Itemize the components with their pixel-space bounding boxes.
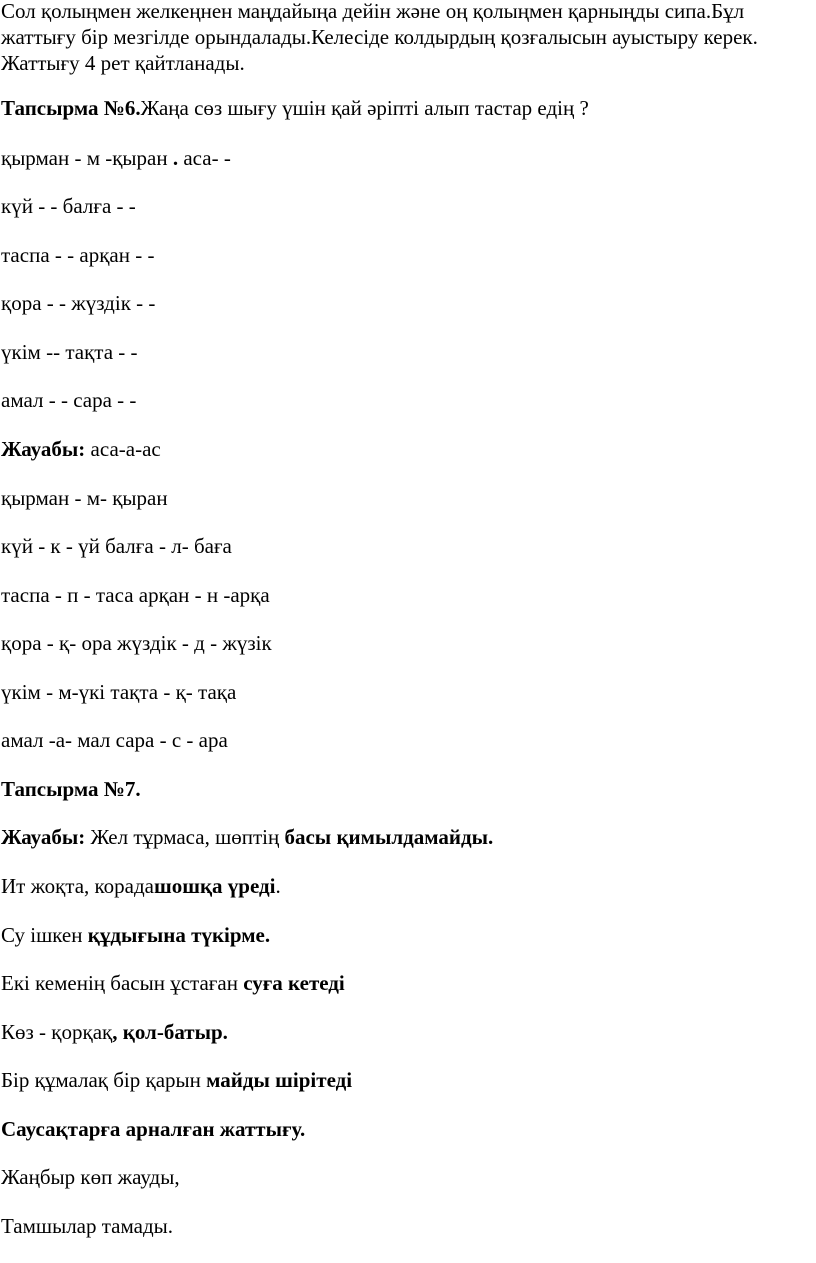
answer-line: таспа - п - таса арқан - н -арқа	[1, 583, 270, 607]
proverb-plain: Ит жоқта, корада	[1, 874, 154, 898]
proverb-line	[1, 1019, 228, 1045]
proverb-tail: .	[275, 874, 281, 898]
proverb-line	[1, 922, 270, 948]
finger-exercise-line: Тамшылар тамады.	[1, 1214, 174, 1238]
answer-line: үкім - м-үкі тақта - қ- тақа	[1, 680, 237, 704]
answer7-label: Жауабы:	[1, 825, 86, 849]
answer-line: амал -а- мал сара - с - ара	[1, 728, 228, 752]
finger-exercise-title	[1, 1116, 305, 1142]
exercise-line	[1, 145, 231, 171]
proverb-bold: құдығына түкірме.	[87, 923, 271, 947]
proverb-line	[1, 970, 345, 996]
proverb-plain: Су ішкен	[1, 923, 88, 947]
exercise-line: амал - - сара - -	[1, 388, 137, 412]
proverb-bold: , қол-батыр.	[112, 1020, 228, 1044]
exercise-line: таспа - - арқан - -	[1, 243, 155, 267]
exercise-line: күй - - балға - -	[1, 194, 136, 218]
finger-exercise-line: Жаңбыр көп жауды,	[1, 1165, 180, 1189]
task6-label: Тапсырма №6.	[1, 96, 141, 120]
proverb-line	[1, 824, 493, 850]
task6-question: Жаңа сөз шығу үшін қай әріпті алып тастар едің ?	[140, 96, 589, 120]
proverb-plain: Екі кеменің басын ұстаған	[1, 971, 244, 995]
exercise-line-dot: .	[172, 146, 179, 170]
proverb-bold: шошқа үреді	[154, 874, 276, 898]
intro-paragraph: Сол қолыңмен желкеңнен маңдайыңа дейін және оң қолыңмен қарныңды сипа.Бұл жаттығу бір мезгілде орындалады.Келесіде колдырдың қозғалысын ауыстыру керек. Жаттығу 4 рет қайтланады.	[1, 0, 758, 75]
exercise-line: үкім -- тақта - -	[1, 340, 138, 364]
proverb-plain: Көз - қорқақ	[1, 1020, 113, 1044]
exercise-line: қора - - жүздік - -	[1, 291, 156, 315]
answer6-heading	[1, 436, 161, 462]
answer-line: күй - к - үй балға - л- баға	[1, 534, 232, 558]
finger-exercise-title-text: Саусақтарға арналған жаттығу.	[1, 1117, 306, 1141]
task7-label: Тапсырма №7.	[1, 777, 141, 801]
proverb-plain: Жел тұрмаса, шөптің	[85, 825, 285, 849]
proverb-bold: басы қимылдамайды.	[284, 825, 494, 849]
proverb-line	[1, 1067, 352, 1093]
answer6-label: Жауабы:	[1, 437, 86, 461]
task7-heading	[1, 776, 141, 802]
proverb-plain: Бір құмалақ бір қарын	[1, 1068, 207, 1092]
task6-heading	[1, 95, 589, 121]
answer-line: қора - қ- ора жүздік - д - жүзік	[1, 631, 272, 655]
proverb-line	[1, 873, 281, 899]
exercise-line-text: қырман - м -қыран	[1, 146, 173, 170]
answer-line: қырман - м- қыран	[1, 486, 168, 510]
exercise-line-text: аса- -	[178, 146, 231, 170]
answer6-first: аса-а-ас	[85, 437, 161, 461]
proverb-bold: суға кетеді	[243, 971, 345, 995]
proverb-bold: майды шірітеді	[206, 1068, 353, 1092]
